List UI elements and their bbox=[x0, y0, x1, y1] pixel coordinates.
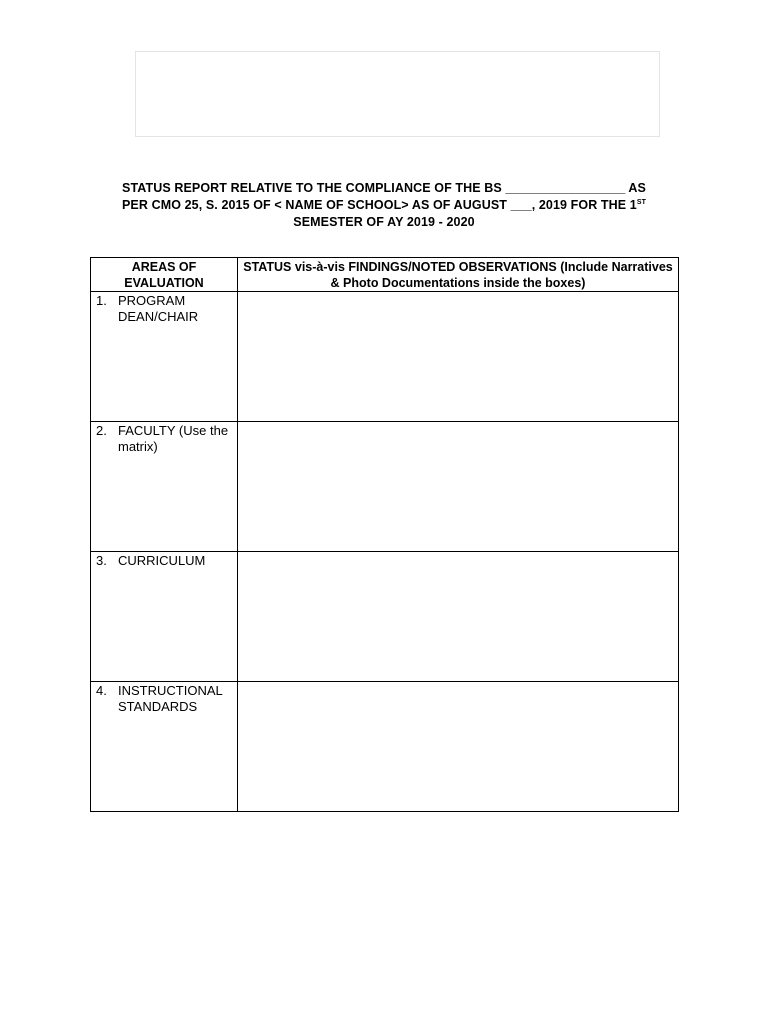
area-cell bbox=[91, 292, 238, 422]
title-ordinal-suffix: ST bbox=[636, 199, 646, 206]
table-row bbox=[91, 422, 679, 552]
title-line-2-text: PER CMO 25, S. 2015 OF < NAME OF SCHOOL> AS OF AUGUST ___, 2019 FOR THE 1 bbox=[122, 198, 637, 212]
report-title bbox=[90, 180, 678, 231]
table-row bbox=[91, 292, 679, 422]
status-cell[interactable] bbox=[238, 292, 679, 422]
table-header-row bbox=[91, 258, 679, 292]
title-line-3: SEMESTER OF AY 2019 - 2020 bbox=[293, 215, 475, 229]
area-label: PROGRAM DEAN/CHAIR bbox=[118, 293, 199, 324]
area-cell bbox=[91, 552, 238, 682]
area-number: 1. bbox=[96, 293, 107, 308]
header-areas-of-evaluation: AREAS OF EVALUATION bbox=[91, 258, 238, 292]
table-row bbox=[91, 552, 679, 682]
area-number: 4. bbox=[96, 683, 107, 698]
title-line-1: STATUS REPORT RELATIVE TO THE COMPLIANCE OF THE BS _________________ AS bbox=[122, 181, 646, 195]
area-cell bbox=[91, 422, 238, 552]
area-number: 3. bbox=[96, 553, 107, 568]
status-cell[interactable] bbox=[238, 422, 679, 552]
area-number: 2. bbox=[96, 423, 107, 438]
title-line-2 bbox=[90, 197, 678, 214]
area-cell bbox=[91, 682, 238, 812]
table-row bbox=[91, 682, 679, 812]
area-label: FACULTY (Use the matrix) bbox=[118, 423, 229, 454]
status-cell[interactable] bbox=[238, 552, 679, 682]
area-label: INSTRUCTIONAL STANDARDS bbox=[118, 683, 223, 714]
status-cell[interactable] bbox=[238, 682, 679, 812]
area-label: CURRICULUM bbox=[118, 553, 206, 568]
header-box bbox=[135, 51, 660, 137]
header-status-findings: STATUS vis-à-vis FINDINGS/NOTED OBSERVATIONS (Include Narratives & Photo Documentations inside the boxes) bbox=[238, 258, 679, 292]
evaluation-table bbox=[90, 257, 679, 812]
